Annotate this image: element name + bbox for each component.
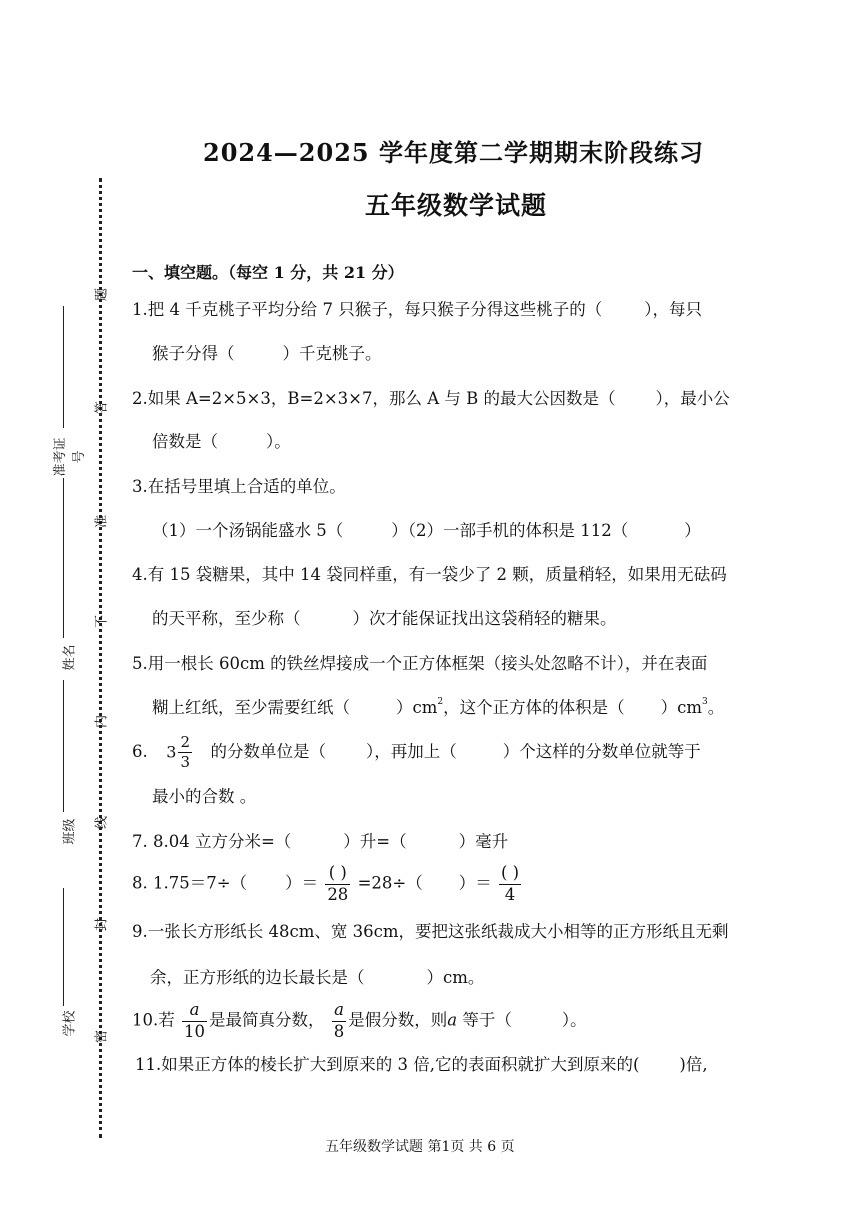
question-1-line-2: 猴子分得（ ）千克桃子。 — [152, 344, 382, 363]
question-10: 10.若 $\frac{a}{10}$ 是最简真分数， $\frac{a}{8}$ 是假分数，则a 等于（ ）。 — [132, 1000, 587, 1041]
page-title: 2024—2025 学年度第二学期期末阶段练习 — [203, 138, 704, 167]
question-7: 7. 8.04 立方分米=（ ）升=（ ）毫升 — [132, 832, 509, 851]
question-5-line-1: 5.用一根长 60cm 的铁丝焊接成一个正方体框架（接头处忽略不计），并在表面 — [132, 654, 708, 673]
question-1-line-1: 1.把 4 千克桃子平均分给 7 只猴子，每只猴子分得这些桃子的（ ），每只 — [132, 300, 702, 319]
question-3-items: （1）一个汤锅能盛水 5（ ）（2）一部手机的体积是 112（ ） — [152, 521, 701, 540]
binding-char-ti: 题 — [94, 288, 110, 302]
page-subtitle: 五年级数学试题 — [365, 191, 548, 220]
binding-char-da: 答 — [94, 401, 110, 415]
field-label-exam-id: 准考证号 — [53, 437, 87, 477]
question-4-line-1: 4.有 15 袋糖果，其中 14 袋同样重，有一袋少了 2 颗，质量稍轻，如果用无砝码 — [132, 565, 727, 584]
question-2-line-2: 倍数是（ ）。 — [152, 432, 291, 451]
question-6-line-1: 6. 3 $\frac{2}{3}$ 的分数单位是（ ），再加上（ ）个这样的分数单位就等于 — [132, 733, 701, 771]
question-6-line-2: 最小的合数 。 — [152, 787, 257, 806]
exam-id-underline — [63, 306, 64, 428]
question-3-prompt: 3.在括号里填上合适的单位。 — [132, 477, 346, 496]
binding-char-nei: 内 — [94, 715, 110, 729]
question-9-line-2: 余，正方形纸的边长最长是（ ）cm。 — [150, 968, 485, 987]
section-heading-fill-blank: 一、填空题。（每空 1 分，共 21 分） — [132, 263, 404, 282]
question-4-line-2: 的天平称，至少称（ ）次才能保证找出这袋稍轻的糖果。 — [152, 609, 617, 628]
field-label-class: 班级 — [62, 818, 78, 845]
question-9-line-1: 9.一张长方形纸长 48cm、宽 36cm，要把这张纸裁成大小相等的正方形纸且无剩 — [132, 922, 729, 941]
field-label-school: 学校 — [62, 1010, 78, 1037]
school-underline — [63, 888, 64, 1006]
question-11: 11.如果正方体的棱长扩大到原来的 3 倍,它的表面积就扩大到原来的( )倍, — [135, 1055, 708, 1074]
name-underline — [63, 478, 64, 638]
page-footer: 五年级数学试题 第1页 共 6 页 — [325, 1139, 515, 1155]
class-underline — [63, 680, 64, 812]
question-2-line-1: 2.如果 A=2×5×3，B=2×3×7，那么 A 与 B 的最大公因数是（ ），最小公 — [132, 389, 730, 408]
binding-char-bu: 不 — [94, 615, 110, 629]
binding-char-feng: 封 — [94, 918, 110, 932]
binding-dotted-line — [99, 178, 102, 1138]
binding-char-zhun: 准 — [94, 515, 110, 529]
question-8: 8. 1.75＝7÷（ ）＝ $\frac{( )}{28}$ =28÷（ ）＝ $\frac{( )}{4}$ — [132, 863, 520, 904]
field-label-name: 姓名 — [62, 644, 78, 671]
binding-char-mi: 密 — [94, 1030, 110, 1044]
binding-char-xian: 线 — [94, 816, 110, 830]
question-5-line-2: 糊上红纸，至少需要红纸（ ）$cm^2$，这个正方体的体积是（ ）$cm^3$。 — [152, 697, 725, 717]
